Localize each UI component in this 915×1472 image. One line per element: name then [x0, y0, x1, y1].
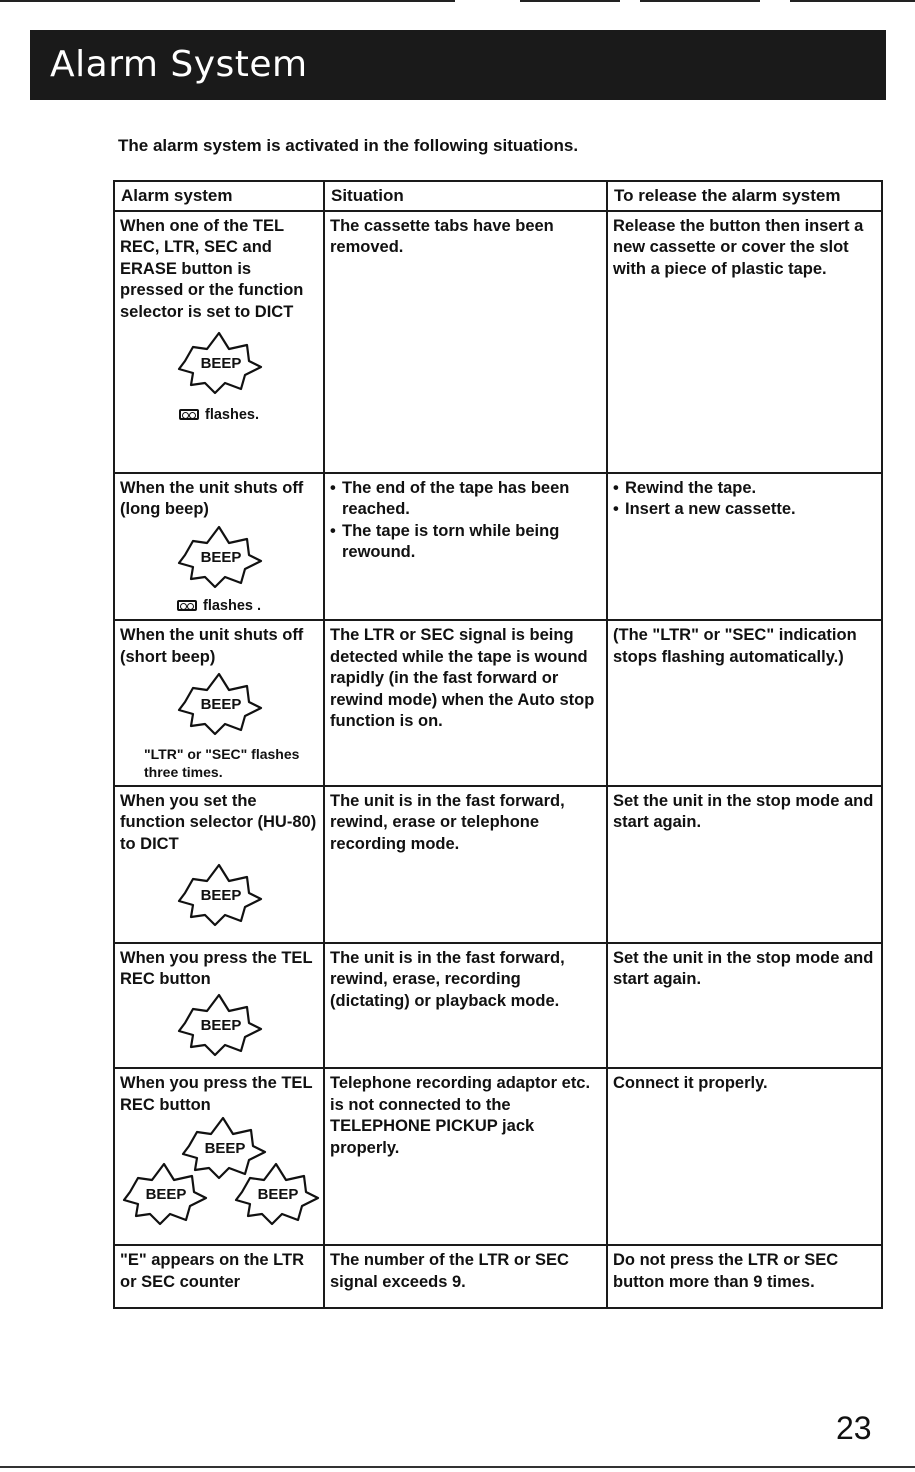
- alarm-cell: [114, 1245, 324, 1308]
- beep-icon: [171, 331, 267, 395]
- release-text: (The "LTR" or "SEC" indication stops flashing automatically.): [613, 626, 857, 666]
- note-row: [120, 406, 318, 424]
- alarm-text: When one of the TEL REC, LTR, SEC and ERASE button is pressed or the function selector is set to DICT: [120, 216, 304, 321]
- beep-label: BEEP: [200, 548, 242, 566]
- intro-text: The alarm system is activated in the following situations.: [118, 136, 579, 155]
- situation-cell: [324, 1068, 607, 1245]
- alarm-cell: [114, 211, 324, 473]
- release-text: Release the button then insert a new cassette or cover the slot with a piece of plastic tape.: [613, 216, 864, 278]
- situation-text: The unit is in the fast forward, rewind, erase, recording (dictating) or playback mode.: [330, 948, 565, 1010]
- release-cell: [607, 1245, 882, 1308]
- situation-cell: [324, 943, 607, 1069]
- note-text: flashes.: [205, 406, 259, 423]
- release-text: Set the unit in the stop mode and start again.: [613, 791, 874, 831]
- alarm-cell: [114, 786, 324, 943]
- alarm-cell: [114, 1068, 324, 1245]
- beep-label: BEEP: [200, 696, 242, 713]
- top-rule: [0, 0, 915, 2]
- alarm-text: When you press the TEL REC button: [120, 948, 313, 988]
- situation-list: [330, 478, 601, 564]
- beep-label: BEEP: [204, 1140, 246, 1157]
- header-release: To release the alarm system: [607, 181, 882, 211]
- release-cell: [607, 620, 882, 786]
- note-text: "LTR" or "SEC" flashes three times.: [144, 745, 300, 780]
- page-number: 23: [836, 1410, 872, 1446]
- alarm-cell: [114, 620, 324, 786]
- beep-label: BEEP: [257, 1186, 299, 1203]
- release-cell: [607, 473, 882, 621]
- alarm-text: When you set the function selector (HU-80) to DICT: [120, 791, 317, 853]
- table-row: [114, 786, 882, 943]
- release-text: Do not press the LTR or SEC button more than 9 times.: [613, 1251, 839, 1291]
- table-row: [114, 1245, 882, 1308]
- alarm-cell: [114, 943, 324, 1069]
- situation-cell: [324, 1245, 607, 1308]
- beep-wrapper: [120, 672, 318, 743]
- cassette-icon: [179, 409, 199, 420]
- beep-label: BEEP: [145, 1186, 187, 1203]
- beep-label: BEEP: [200, 355, 242, 372]
- situation-cell: [324, 473, 607, 621]
- note-row: [120, 597, 318, 615]
- release-cell: [607, 786, 882, 943]
- alarm-text: When the unit shuts off (short beep): [120, 626, 304, 666]
- alarm-text: When the unit shuts off (long beep): [120, 478, 304, 518]
- beep-label: BEEP: [200, 1016, 242, 1034]
- alarm-table: [113, 180, 883, 1309]
- situation-text: The unit is in the fast forward, rewind, erase or telephone recording mode.: [330, 791, 565, 853]
- release-item: • Insert a new cassette.: [613, 499, 876, 521]
- beep-icon: [171, 525, 267, 589]
- situation-cell: [324, 786, 607, 943]
- bottom-rule: [0, 1466, 915, 1468]
- release-cell: [607, 943, 882, 1069]
- release-item: • Rewind the tape.: [613, 478, 876, 500]
- release-cell: [607, 211, 882, 473]
- page-title: Alarm System: [50, 44, 308, 85]
- table-row: [114, 943, 882, 1069]
- note-text: flashes .: [202, 598, 262, 614]
- table-row: [114, 473, 882, 621]
- alarm-text: "E" appears on the LTR or SEC counter: [120, 1251, 305, 1291]
- table-row: [114, 1068, 882, 1245]
- release-text: Connect it properly.: [613, 1074, 768, 1092]
- situation-text: The cassette tabs have been removed.: [330, 216, 554, 256]
- beep-icon: [171, 863, 267, 927]
- situation-item: • The end of the tape has been reached.: [330, 478, 601, 521]
- cassette-icon: [177, 600, 197, 611]
- alarm-text: When you press the TEL REC button: [120, 1074, 313, 1114]
- beep-icon: [171, 993, 267, 1057]
- situation-text: The LTR or SEC signal is being detected while the tape is wound rapidly (in the fast forward or rewind mode) when the Auto stop function is on.: [330, 626, 595, 730]
- beep-icon: [171, 672, 267, 736]
- situation-cell: [324, 211, 607, 473]
- beep-icon: [228, 1162, 324, 1226]
- header-alarm-system: Alarm system: [114, 181, 324, 211]
- release-text: Set the unit in the stop mode and start again.: [613, 948, 874, 988]
- title-bar: [30, 30, 886, 100]
- situation-cell: [324, 620, 607, 786]
- beep-label: BEEP: [200, 887, 242, 904]
- situation-text: The number of the LTR or SEC signal exceeds 9.: [330, 1251, 569, 1291]
- beep-icon: [116, 1162, 212, 1226]
- beep-wrapper: [120, 331, 318, 402]
- situation-text: Telephone recording adaptor etc. is not connected to the TELEPHONE PICKUP jack properly.: [330, 1074, 591, 1157]
- beep-cluster: [120, 1120, 320, 1240]
- table-row: [114, 211, 882, 473]
- header-situation: Situation: [324, 181, 607, 211]
- beep-wrapper: [120, 993, 318, 1064]
- table-header-row: [114, 181, 882, 211]
- beep-wrapper: [120, 863, 318, 934]
- release-list: [613, 478, 876, 521]
- situation-item: • The tape is torn while being rewound.: [330, 521, 601, 564]
- table-row: [114, 620, 882, 786]
- release-cell: [607, 1068, 882, 1245]
- alarm-cell: [114, 473, 324, 621]
- beep-wrapper: [120, 525, 318, 596]
